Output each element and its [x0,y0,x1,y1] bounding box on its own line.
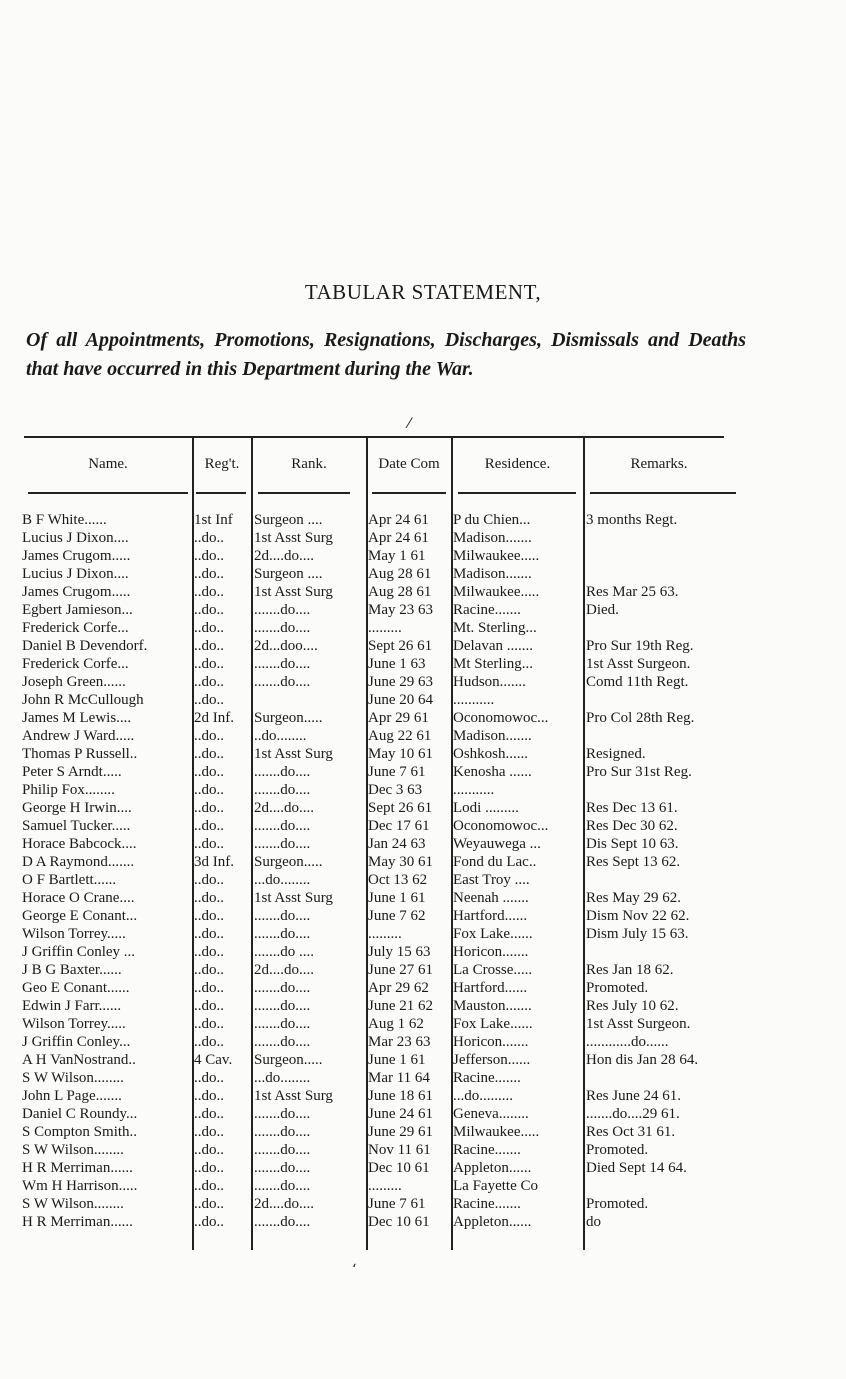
table-row [0,1159,846,1177]
cell-date: June 1 63 [368,656,426,672]
table-row [0,781,846,799]
cell-date: Mar 11 64 [368,1070,430,1086]
cell-regiment: ..do.. [194,872,224,888]
cell-regiment: ..do.. [194,638,224,654]
cell-date: Mar 23 63 [368,1034,431,1050]
cell-rank: .......do.... [254,1106,311,1122]
cell-name: Wilson Torrey..... [22,926,126,942]
cell-date: May 23 63 [368,602,433,618]
table-row [0,835,846,853]
cell-name: Wm H Harrison..... [22,1178,138,1194]
page-title: TABULAR STATEMENT, [304,280,542,304]
cell-remarks: Res July 10 62. [586,998,679,1014]
cell-regiment: ..do.. [194,962,224,978]
cell-date: June 29 61 [368,1124,433,1140]
cell-regiment: ..do.. [194,908,224,924]
table-row [0,1141,846,1159]
table-row [0,1123,846,1141]
cell-name: Edwin J Farr...... [22,998,122,1014]
cell-rank: 2d....do.... [254,548,314,564]
cell-regiment: ..do.. [194,836,224,852]
cell-residence: Fond du Lac.. [453,854,537,870]
table-row [0,997,846,1015]
cell-rank: Surgeon .... [254,566,323,582]
cell-regiment: ..do.. [194,800,224,816]
cell-date: Jan 24 63 [368,836,426,852]
cell-rank: .......do.... [254,1124,311,1140]
cell-rank: .......do.... [254,818,311,834]
table-row [0,745,846,763]
cell-residence: Fox Lake...... [453,1016,533,1032]
header-date: Date Com [378,456,440,472]
table-row [0,1105,846,1123]
cell-date: Dec 10 61 [368,1214,430,1230]
cell-date: June 18 61 [368,1088,433,1104]
table-row [0,619,846,637]
cell-regiment: ..do.. [194,1214,224,1230]
cell-name: Philip Fox........ [22,782,115,798]
header-remarks: Remarks. [630,456,688,472]
cell-residence: Milwaukee..... [453,1124,540,1140]
cell-residence: Oconomowoc... [453,818,549,834]
cell-name: Andrew J Ward..... [22,728,135,744]
cell-residence: Jefferson...... [453,1052,531,1068]
cell-name: J Griffin Conley ... [22,944,136,960]
cell-name: B F White...... [22,512,107,528]
cell-date: Sept 26 61 [368,800,433,816]
cell-name: Peter S Arndt..... [22,764,122,780]
cell-residence: Lodi ......... [453,800,519,816]
cell-residence: Oconomowoc... [453,710,549,726]
cell-remarks: Pro Sur 19th Reg. [586,638,694,654]
cell-residence: Geneva........ [453,1106,529,1122]
table-row [0,943,846,961]
cell-name: James Crugom..... [22,548,131,564]
cell-residence: ........... [453,782,495,798]
cell-rank: .......do.... [254,926,311,942]
cell-name: Lucius J Dixon.... [22,530,129,546]
cell-residence: Horicon....... [453,1034,529,1050]
page-subtitle: Of all Appointments, Promotions, Resignations, Discharges, Dismissals and Deaths that have occurred in this Department during the War. [26,329,746,380]
header-underline [590,492,736,494]
table-row [0,1015,846,1033]
cell-rank: ...do........ [254,1070,311,1086]
cell-residence: Racine....... [453,1196,521,1212]
cell-residence: Fox Lake...... [453,926,533,942]
cell-regiment: ..do.. [194,944,224,960]
cell-rank: 1st Asst Surg [254,1088,333,1104]
cell-remarks: do [586,1214,601,1230]
cell-date: May 10 61 [368,746,433,762]
cell-remarks: Dis Sept 10 63. [586,836,679,852]
cell-rank: Surgeon..... [254,710,323,726]
cell-name: Egbert Jamieson... [22,602,133,618]
cell-date: June 27 61 [368,962,433,978]
cell-name: Frederick Corfe... [22,620,129,636]
cell-date: Sept 26 61 [368,638,433,654]
cell-date: ......... [368,1178,402,1194]
cell-name: Samuel Tucker..... [22,818,131,834]
cell-rank: Surgeon..... [254,1052,323,1068]
table-row [0,529,846,547]
cell-name: John R McCullough [22,692,144,708]
cell-residence: Weyauwega ... [453,836,541,852]
cell-regiment: ..do.. [194,1196,224,1212]
cell-name: Horace Babcock.... [22,836,137,852]
cell-rank: 1st Asst Surg [254,746,333,762]
header-regiment: Reg't. [204,456,240,472]
table-row [0,799,846,817]
cell-regiment: 2d Inf. [194,710,234,726]
cell-remarks: Dism July 15 63. [586,926,689,942]
cell-rank: ..do........ [254,728,307,744]
cell-regiment: ..do.. [194,728,224,744]
cell-date: June 1 61 [368,1052,426,1068]
cell-regiment: ..do.. [194,584,224,600]
cell-name: John L Page....... [22,1088,122,1104]
cell-remarks: Res Jan 18 62. [586,962,674,978]
cell-residence: Racine....... [453,602,521,618]
cell-rank: 1st Asst Surg [254,530,333,546]
cell-remarks: Pro Col 28th Reg. [586,710,695,726]
header-underline [258,492,350,494]
cell-date: Aug 28 61 [368,566,432,582]
cell-rank: .......do.... [254,980,311,996]
cell-name: Frederick Corfe... [22,656,129,672]
cell-remarks: Resigned. [586,746,646,762]
cell-remarks: Res Dec 30 62. [586,818,678,834]
cell-residence: La Crosse..... [453,962,533,978]
cell-date: Nov 11 61 [368,1142,431,1158]
cell-remarks: Comd 11th Regt. [586,674,689,690]
cell-name: O F Bartlett...... [22,872,117,888]
header-underline [372,492,446,494]
cell-rank: .......do.... [254,1160,311,1176]
cell-rank: 2d....do.... [254,1196,314,1212]
cell-date: Dec 3 63 [368,782,423,798]
cell-remarks: 3 months Regt. [586,512,678,528]
cell-regiment: ..do.. [194,782,224,798]
cell-remarks: Died. [586,602,619,618]
cell-residence: Neenah ....... [453,890,529,906]
cell-date: ......... [368,620,402,636]
cell-date: June 24 61 [368,1106,433,1122]
cell-regiment: ..do.. [194,548,224,564]
cell-remarks: Res June 24 61. [586,1088,681,1104]
cell-regiment: ..do.. [194,1124,224,1140]
cell-name: J Griffin Conley... [22,1034,131,1050]
cell-date: June 20 64 [368,692,433,708]
cell-residence: Appleton...... [453,1214,532,1230]
cell-rank: Surgeon..... [254,854,323,870]
table-row [0,673,846,691]
cell-remarks: 1st Asst Surgeon. [586,1016,691,1032]
table-row [0,925,846,943]
cell-regiment: ..do.. [194,1016,224,1032]
cell-date: Apr 29 61 [368,710,429,726]
cell-rank: .......do .... [254,944,314,960]
cell-residence: Hartford...... [453,980,528,996]
cell-regiment: ..do.. [194,620,224,636]
cell-remarks: Res Mar 25 63. [586,584,679,600]
cell-name: Daniel B Devendorf. [22,638,148,654]
cell-residence: P du Chien... [453,512,531,528]
cell-residence: Delavan ....... [453,638,533,654]
cell-residence: La Fayette Co [453,1178,538,1194]
cell-regiment: 1st Inf [194,512,233,528]
cell-rank: .......do.... [254,764,311,780]
cell-regiment: ..do.. [194,1034,224,1050]
cell-remarks: Promoted. [586,1196,649,1212]
cell-rank: .......do.... [254,674,311,690]
ink-mark: ‘ [352,1262,357,1278]
cell-name: Thomas P Russell.. [22,746,138,762]
cell-regiment: ..do.. [194,998,224,1014]
cell-rank: .......do.... [254,1142,311,1158]
cell-regiment: ..do.. [194,656,224,672]
table-row [0,1069,846,1087]
ink-mark: ⁄ [408,416,411,432]
cell-residence: Horicon....... [453,944,529,960]
cell-date: Aug 1 62 [368,1016,424,1032]
cell-regiment: ..do.. [194,1142,224,1158]
table-row [0,853,846,871]
cell-date: July 15 63 [368,944,431,960]
header-underline [196,492,246,494]
header-residence: Residence. [484,456,551,472]
cell-date: June 7 62 [368,908,426,924]
cell-remarks: Pro Sur 31st Reg. [586,764,692,780]
cell-date: May 30 61 [368,854,433,870]
cell-rank: .......do.... [254,1034,311,1050]
table-row [0,961,846,979]
table-row [0,1033,846,1051]
cell-rank: .......do.... [254,836,311,852]
cell-regiment: ..do.. [194,764,224,780]
cell-name: J B G Baxter...... [22,962,122,978]
cell-rank: .......do.... [254,1214,311,1230]
cell-residence: Madison....... [453,728,532,744]
cell-regiment: ..do.. [194,926,224,942]
cell-residence: Racine....... [453,1070,521,1086]
cell-residence: Mauston....... [453,998,532,1014]
cell-remarks: .......do....29 61. [586,1106,680,1122]
cell-date: Dec 10 61 [368,1160,430,1176]
cell-regiment: ..do.. [194,1106,224,1122]
cell-residence: Mt. Sterling... [453,620,537,636]
table-row [0,817,846,835]
cell-rank: 1st Asst Surg [254,584,333,600]
cell-regiment: ..do.. [194,818,224,834]
table-row [0,1087,846,1105]
cell-remarks: Promoted. [586,980,649,996]
table-row [0,1195,846,1213]
cell-rank: 2d....do.... [254,800,314,816]
cell-residence: Hudson....... [453,674,526,690]
table-row [0,1213,846,1231]
cell-regiment: ..do.. [194,746,224,762]
cell-remarks: ............do...... [586,1034,669,1050]
cell-name: H R Merriman...... [22,1214,133,1230]
table-row [0,727,846,745]
cell-regiment: ..do.. [194,1070,224,1086]
cell-regiment: ..do.. [194,980,224,996]
cell-rank: .......do.... [254,620,311,636]
cell-date: Dec 17 61 [368,818,430,834]
cell-name: S Compton Smith.. [22,1124,138,1140]
cell-regiment: ..do.. [194,1178,224,1194]
cell-rank: 1st Asst Surg [254,890,333,906]
cell-rank: .......do.... [254,908,311,924]
cell-regiment: ..do.. [194,566,224,582]
cell-regiment: ..do.. [194,674,224,690]
cell-name: James M Lewis.... [22,710,132,726]
cell-residence: East Troy .... [453,872,530,888]
table-row [0,1051,846,1069]
cell-name: Geo E Conant...... [22,980,130,996]
cell-rank: .......do.... [254,1178,311,1194]
table-top-rule [24,436,724,438]
cell-name: James Crugom..... [22,584,131,600]
cell-date: Aug 22 61 [368,728,432,744]
cell-name: George E Conant... [22,908,138,924]
cell-name: D A Raymond....... [22,854,135,870]
cell-date: May 1 61 [368,548,426,564]
cell-remarks: Res Sept 13 62. [586,854,681,870]
cell-date: June 7 61 [368,1196,426,1212]
table-row [0,601,846,619]
cell-residence: Kenosha ...... [453,764,532,780]
cell-rank: 2d...doo.... [254,638,318,654]
table-row [0,547,846,565]
cell-residence: Mt Sterling... [453,656,534,672]
cell-regiment: ..do.. [194,890,224,906]
cell-remarks: Hon dis Jan 28 64. [586,1052,699,1068]
cell-rank: .......do.... [254,1016,311,1032]
header-underline [28,492,188,494]
header-name: Name. [88,456,128,472]
cell-rank: .......do.... [254,998,311,1014]
cell-date: June 1 61 [368,890,426,906]
table-row [0,907,846,925]
cell-residence: Hartford...... [453,908,528,924]
table-row [0,655,846,673]
cell-name: Lucius J Dixon.... [22,566,129,582]
cell-name: A H VanNostrand.. [22,1052,136,1068]
table-row [0,583,846,601]
cell-name: H R Merriman...... [22,1160,133,1176]
cell-rank: .......do.... [254,782,311,798]
header-underline [458,492,576,494]
cell-regiment: ..do.. [194,1160,224,1176]
cell-residence: Appleton...... [453,1160,532,1176]
cell-date: Apr 24 61 [368,530,429,546]
cell-regiment: ..do.. [194,530,224,546]
table-row [0,637,846,655]
cell-residence: Oshkosh...... [453,746,529,762]
cell-name: S W Wilson........ [22,1070,124,1086]
cell-residence: Racine....... [453,1142,521,1158]
cell-regiment: 4 Cav. [194,1052,233,1068]
cell-name: Joseph Green...... [22,674,126,690]
cell-date: June 7 61 [368,764,426,780]
cell-name: Wilson Torrey..... [22,1016,126,1032]
table-row [0,1177,846,1195]
cell-date: Apr 24 61 [368,512,429,528]
table-row [0,871,846,889]
cell-name: Horace O Crane.... [22,890,135,906]
cell-residence: Milwaukee..... [453,584,540,600]
cell-date: Apr 29 62 [368,980,429,996]
cell-name: S W Wilson........ [22,1142,124,1158]
table-row [0,763,846,781]
table-body [0,511,846,1231]
cell-residence: ...do......... [453,1088,513,1104]
cell-rank: .......do.... [254,602,311,618]
table-row [0,565,846,583]
table-row [0,889,846,907]
cell-rank: ...do........ [254,872,311,888]
table-row [0,691,846,709]
cell-date: Oct 13 62 [368,872,428,888]
cell-date: ......... [368,926,402,942]
cell-remarks: Res Dec 13 61. [586,800,678,816]
cell-rank: .......do.... [254,656,311,672]
cell-rank: 2d....do.... [254,962,314,978]
cell-residence: ........... [453,692,495,708]
cell-name: George H Irwin.... [22,800,132,816]
table-row [0,979,846,997]
cell-remarks: Promoted. [586,1142,649,1158]
cell-residence: Madison....... [453,530,532,546]
cell-regiment: 3d Inf. [194,854,234,870]
cell-residence: Milwaukee..... [453,548,540,564]
cell-remarks: Dism Nov 22 62. [586,908,690,924]
cell-remarks: Res May 29 62. [586,890,681,906]
cell-remarks: Died Sept 14 64. [586,1160,687,1176]
cell-name: S W Wilson........ [22,1196,124,1212]
cell-regiment: ..do.. [194,692,224,708]
table-row [0,709,846,727]
cell-name: Daniel C Roundy... [22,1106,138,1122]
cell-date: June 21 62 [368,998,433,1014]
cell-date: June 29 63 [368,674,433,690]
table-row [0,511,846,529]
cell-regiment: ..do.. [194,602,224,618]
cell-rank: Surgeon .... [254,512,323,528]
header-rank: Rank. [291,456,327,472]
cell-residence: Madison....... [453,566,532,582]
cell-remarks: Res Oct 31 61. [586,1124,676,1140]
cell-regiment: ..do.. [194,1088,224,1104]
cell-date: Aug 28 61 [368,584,432,600]
cell-remarks: 1st Asst Surgeon. [586,656,691,672]
